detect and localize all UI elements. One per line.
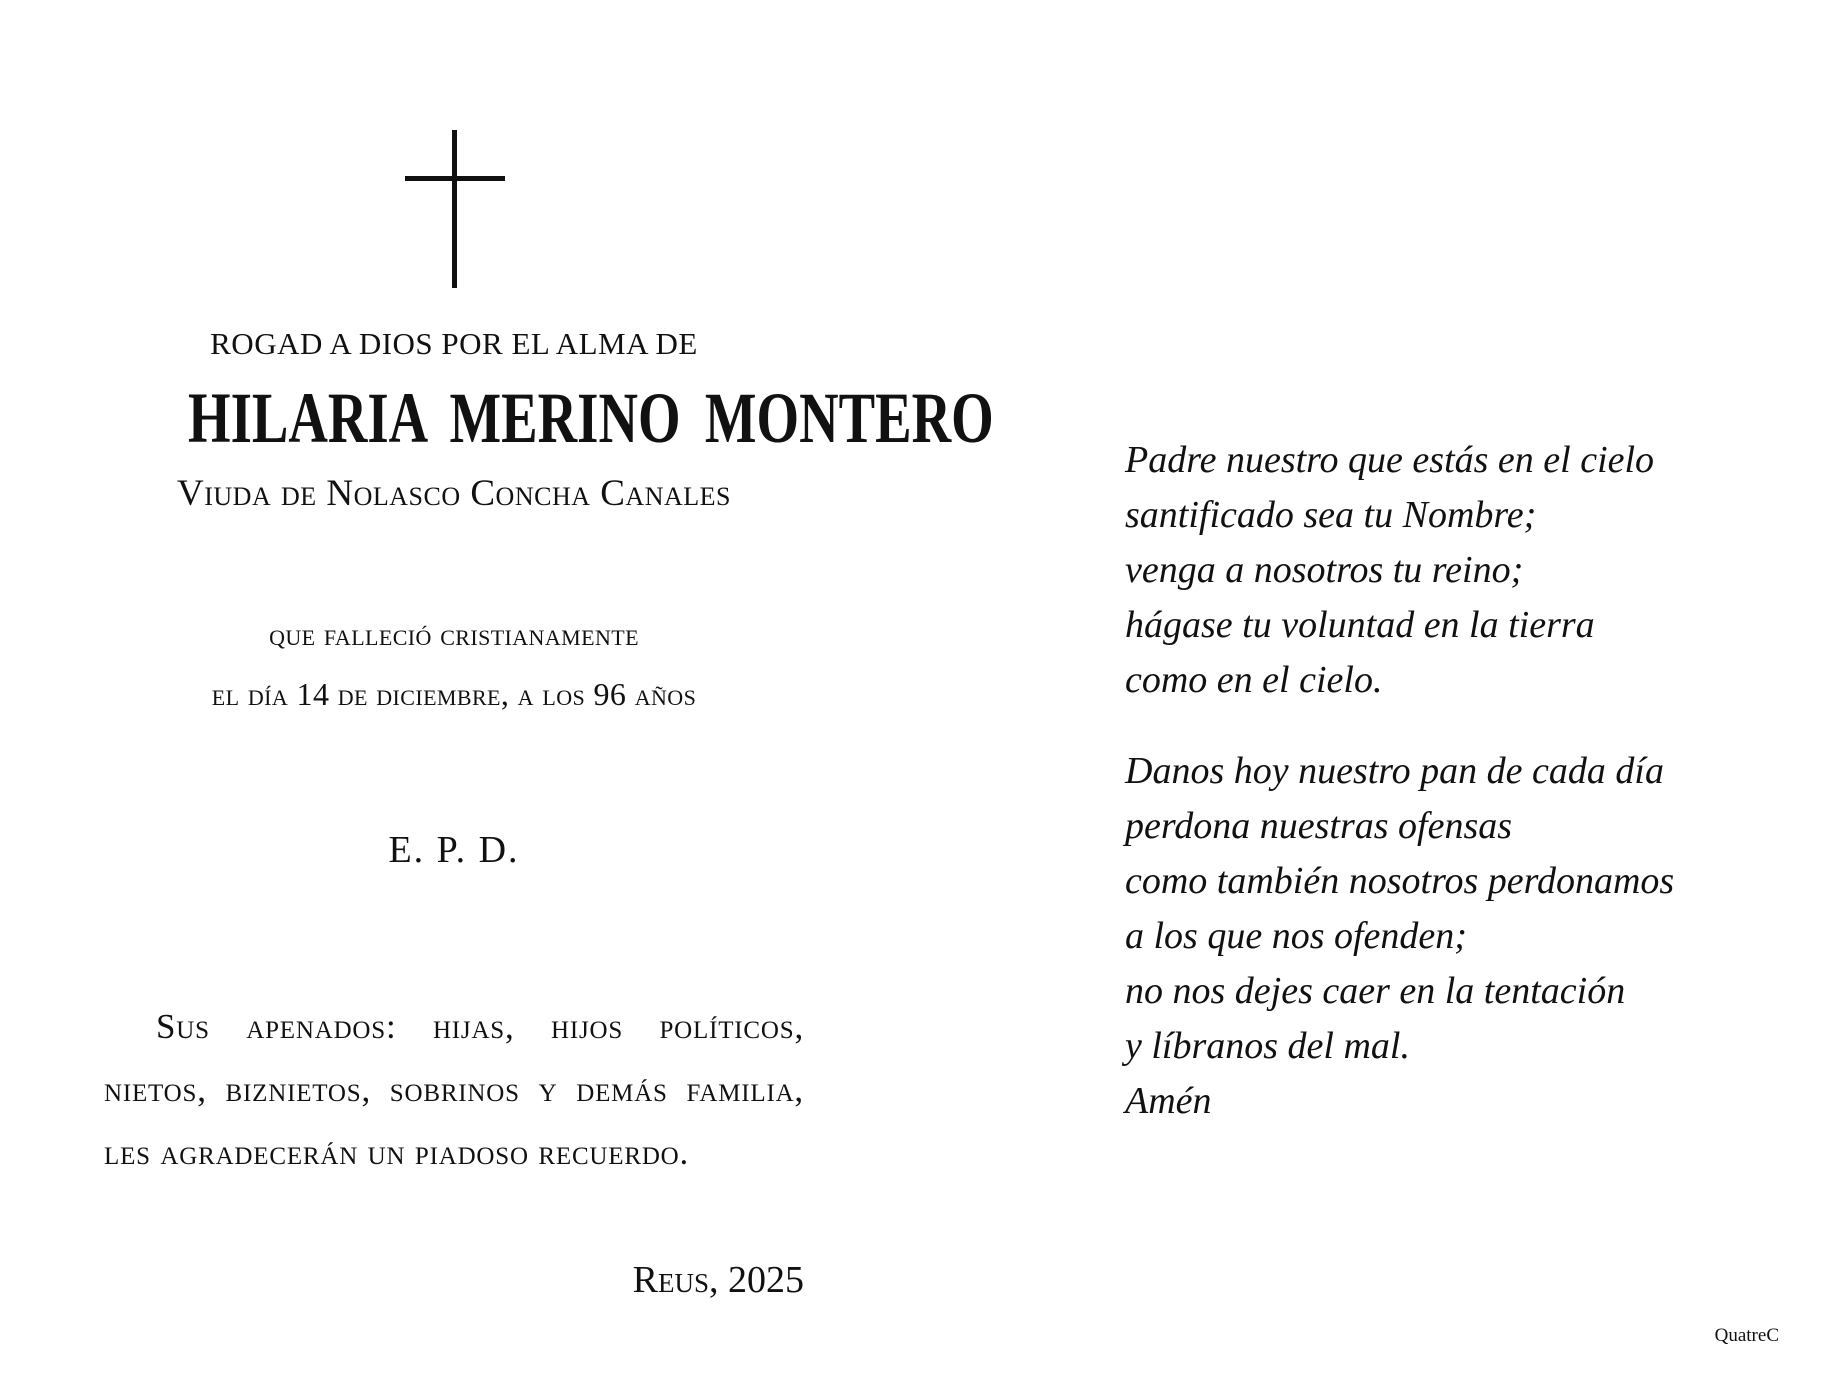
epd-text: E. P. D. [388, 829, 520, 871]
widow-line: Viuda de Nolasco Concha Canales [177, 473, 731, 514]
deceased-name: HILARIA MERINO MONTERO [188, 378, 994, 458]
place-year: Reus, 2025 [632, 1259, 804, 1301]
prayer-line: a los que nos ofenden; [1125, 915, 1467, 957]
date-age-line: el día 14 de diciembre, a los 96 años [211, 676, 697, 712]
prayer-line: Padre nuestro que estás en el cielo [1125, 439, 1655, 481]
prayer-stanza-1 [1125, 433, 1725, 708]
passed-away-line: que falleció cristianamente [269, 616, 639, 652]
prayer-line: santificado sea tu Nombre; [1125, 494, 1537, 536]
cross-icon [405, 130, 505, 288]
prayer-line: y líbranos del mal. [1125, 1025, 1410, 1067]
prayer-line: hágase tu voluntad en la tierra [1125, 604, 1595, 646]
printer-mark: QuatreC [1714, 1325, 1779, 1346]
prayer-line: no nos dejes caer en la tentación [1125, 970, 1626, 1012]
prayer-line: Amén [1125, 1080, 1212, 1122]
intro-line: ROGAD A DIOS POR EL ALMA DE [210, 326, 698, 361]
prayer-line: perdona nuestras ofensas [1125, 805, 1513, 847]
prayer-line: como en el cielo. [1125, 659, 1383, 701]
prayer-line: Danos hoy nuestro pan de cada día [1125, 750, 1664, 792]
prayer-line: como también nosotros perdonamos [1125, 860, 1675, 902]
prayer-stanza-2 [1125, 744, 1725, 1129]
prayer-line: venga a nosotros tu reino; [1125, 549, 1524, 591]
family-paragraph: Sus apenados: hijas, hijos políticos, nietos, biznietos, sobrinos y demás familia, les agradecerán un piadoso recuerdo. [104, 1007, 804, 1172]
